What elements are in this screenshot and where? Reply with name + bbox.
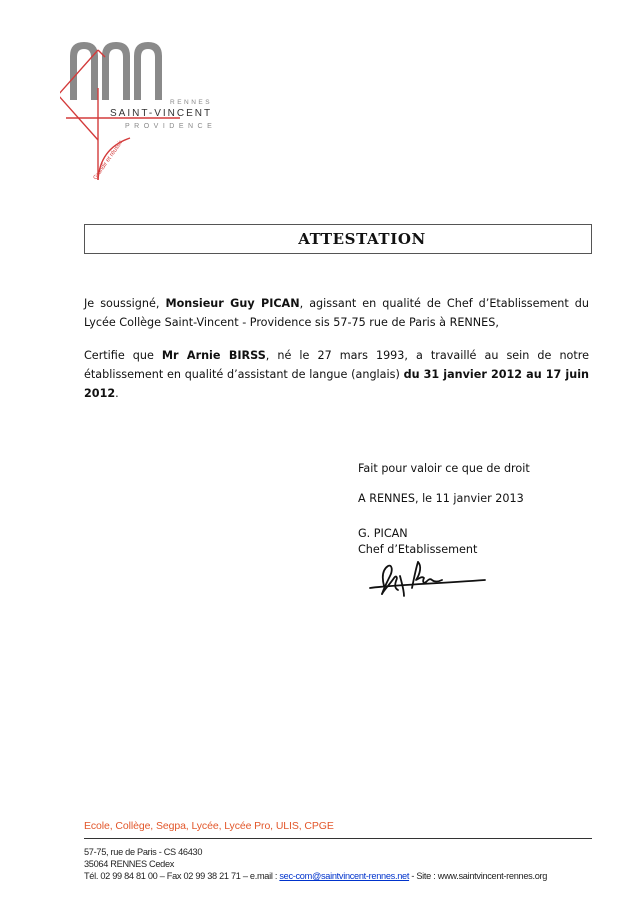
- footer-email-link[interactable]: sec-com@saintvincent-rennes.net: [279, 871, 410, 881]
- p2-text-3: .: [115, 387, 119, 400]
- footer-website: - Site : www.saintvincent-rennes.org: [409, 871, 548, 881]
- signatory-name: G. PICAN: [358, 527, 408, 540]
- paragraph-certification: [84, 346, 589, 403]
- document-title: ATTESTATION: [298, 230, 426, 248]
- paragraph-declaration: [84, 294, 589, 332]
- footer-contact: [84, 871, 547, 881]
- footer-address-line-1: 57-75, rue de Paris - CS 46430: [84, 847, 203, 857]
- p2-employment-period: du 31 janvier 2012 au 17 juin 2012: [84, 368, 590, 400]
- p2-employee-name: Mr Arnie BIRSS: [161, 349, 266, 362]
- footer-phone-fax: Tél. 02 99 84 81 00 – Fax 02 99 38 21 71 – e.mail :: [84, 871, 280, 881]
- footer-levels: Ecole, Collège, Segpa, Lycée, Lycée Pro, ULIS, CPGE: [84, 820, 334, 832]
- p1-text-2: , agissant en qualité de Chef d’Etablissement du Lycée Collège Saint-Vincent - Providence sis 57-75 rue de Paris à RENNES,: [84, 297, 590, 329]
- place-and-date: A RENNES, le 11 janvier 2013: [358, 492, 524, 505]
- logo-school-name: SAINT-VINCENT: [110, 108, 213, 119]
- p1-signatory-name: Monsieur Guy PICAN: [165, 297, 300, 310]
- logo-tagline: Grandir et réussir: [92, 139, 125, 182]
- logo-school-subname: PROVIDENCE: [125, 123, 217, 130]
- signatory-title: Chef d’Etablissement: [358, 543, 478, 556]
- p1-text-1: Je soussigné,: [84, 297, 166, 310]
- handwritten-signature: [360, 558, 490, 598]
- footer-address-line-2: 35064 RENNES Cedex: [84, 859, 175, 869]
- footer-divider: [84, 838, 592, 839]
- logo-city: RENNES: [170, 99, 213, 106]
- closing-statement: Fait pour valoir ce que de droit: [358, 462, 530, 475]
- p2-text-2: , né le 27 mars 1993, a travaillé au sein de notre établissement en qualité d’assistant de langue (anglais): [84, 349, 590, 381]
- title-box: [84, 224, 592, 254]
- p2-text-1: Certifie que: [84, 349, 162, 362]
